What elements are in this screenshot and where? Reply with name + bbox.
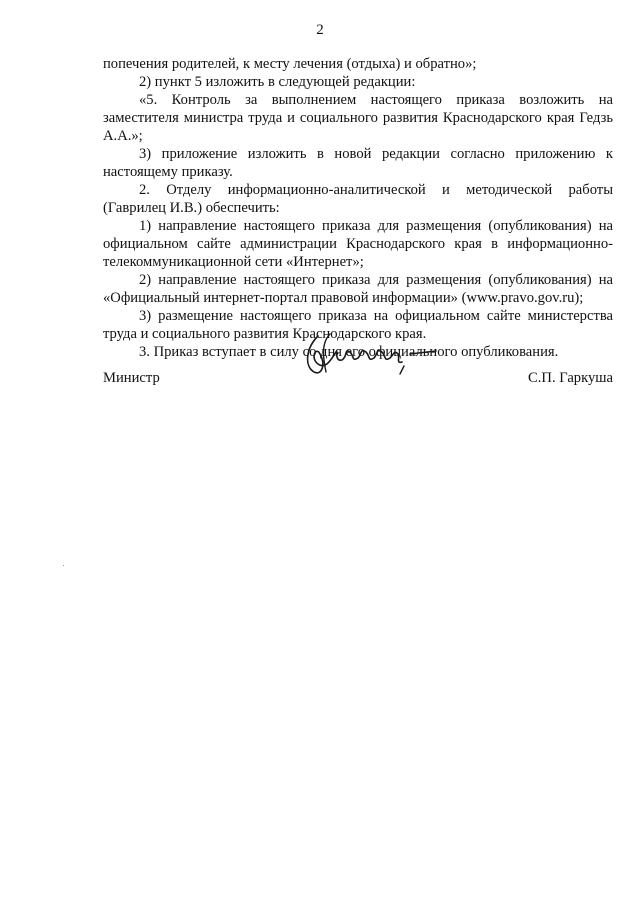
scan-speck	[63, 565, 64, 566]
paragraph-continuation: попечения родителей, к месту лечения (отдыха) и обратно»;	[103, 56, 477, 72]
paragraph-quoted-item-5: «5. Контроль за выполнением настоящего приказа возложить на заместителя министра труда и социального развития Краснодарского края Гедзь А.А.»;	[103, 92, 613, 144]
paragraph-section-2: 2. Отделу информационно-аналитической и методической работы (Гаврилец И.В.) обеспечить:	[103, 182, 613, 216]
paragraph-subitem-2: 2) направление настоящего приказа для размещения (опубликования) на «Официальный интернет-портал правовой информации» (www.pravo.gov.ru);	[103, 272, 613, 306]
paragraph-section-3: 3. Приказ вступает в силу со дня его официального опубликования.	[139, 344, 559, 360]
signature-block	[103, 370, 613, 392]
page-number: 2	[316, 22, 324, 38]
paragraph-item-3: 3) приложение изложить в новой редакции согласно приложению к настоящему приказу.	[103, 146, 613, 180]
signer-position: Министр	[103, 370, 160, 386]
document-body	[103, 55, 613, 361]
signer-name: С.П. Гаркуша	[528, 370, 613, 386]
paragraph-subitem-1: 1) направление настоящего приказа для размещения (опубликования) на официальном сайте администрации Краснодарского края в информационно-телекоммуникационной сети «Интернет»;	[103, 218, 613, 270]
paragraph-item-2: 2) пункт 5 изложить в следующей редакции:	[139, 74, 416, 90]
paragraph-subitem-3: 3) размещение настоящего приказа на официальном сайте министерства труда и социального развития Краснодарского края.	[103, 308, 613, 342]
